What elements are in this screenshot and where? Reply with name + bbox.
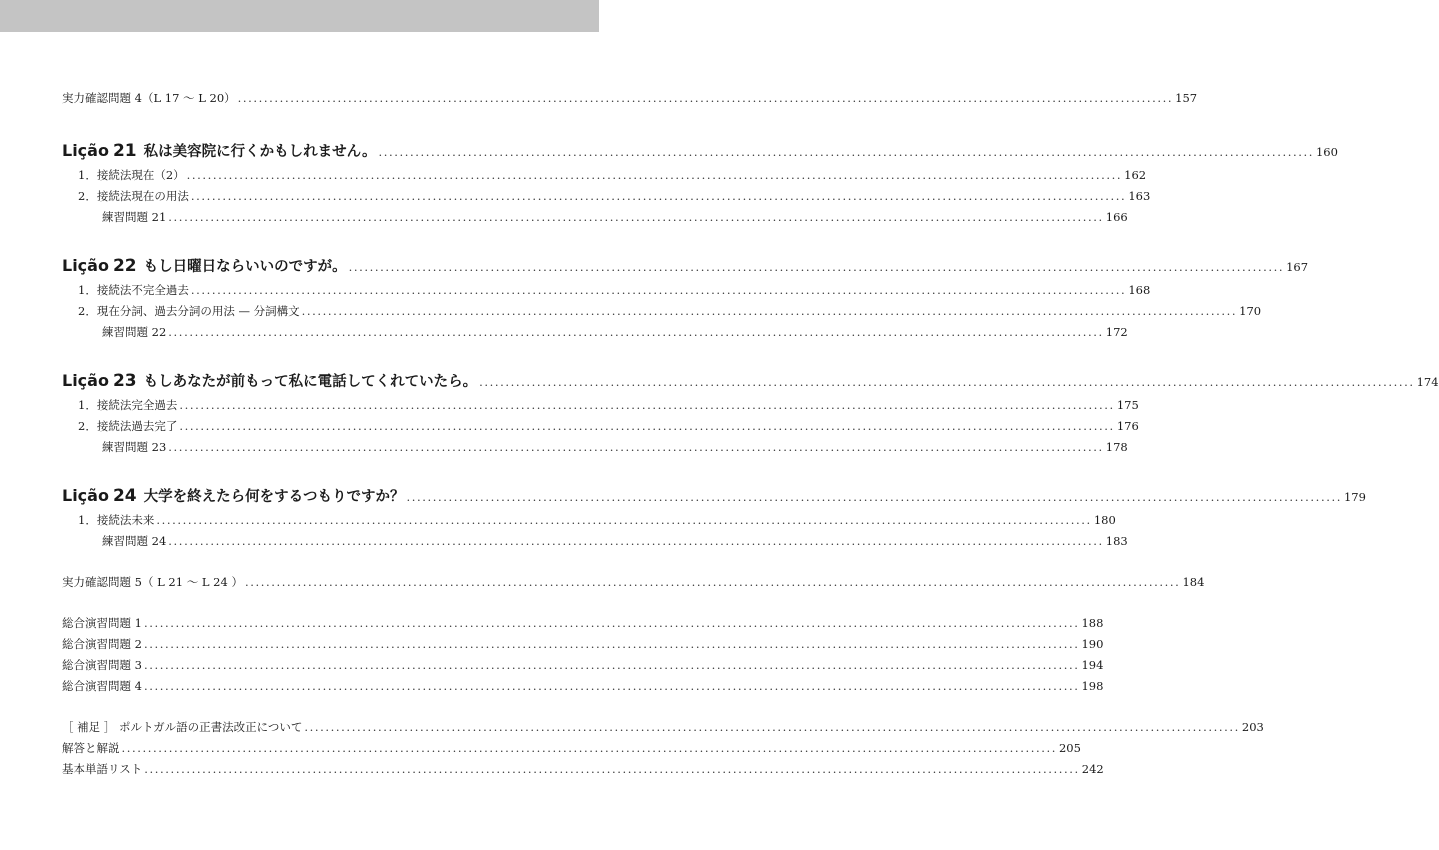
- dot-leader: ..................................................................................................................................................................................: [479, 375, 1415, 389]
- toc-page-number: 203: [1241, 720, 1264, 734]
- lesson-number: 21: [112, 141, 137, 161]
- toc-page-number: 166: [1105, 210, 1128, 224]
- toc-page-number: 157: [1175, 91, 1198, 105]
- dot-leader: ..................................................................................................................................................................................: [190, 189, 1127, 203]
- toc-entry-label: 総合演習問題 2: [62, 637, 142, 651]
- toc-entry-label: 練習問題 22: [102, 325, 167, 339]
- toc-page-number: 163: [1128, 189, 1151, 203]
- dot-leader: ..................................................................................................................................................................................: [143, 679, 1080, 693]
- lesson-number: 23: [112, 371, 137, 391]
- toc-page-number: 198: [1081, 679, 1104, 693]
- toc-page-number: 184: [1182, 575, 1205, 589]
- toc-entry-label: 総合演習問題 1: [62, 616, 142, 630]
- toc-page-number: 242: [1081, 762, 1104, 776]
- toc-entry[interactable]: [62, 510, 1116, 531]
- lesson-number: 22: [112, 256, 137, 276]
- dot-leader: ..................................................................................................................................................................................: [143, 658, 1080, 672]
- toc-entry-label: 2．接続法現在の用法: [78, 189, 189, 203]
- lesson-heading-23[interactable]: [62, 367, 1439, 395]
- dot-leader: ..................................................................................................................................................................................: [168, 210, 1104, 224]
- dot-leader: ..................................................................................................................................................................................: [190, 283, 1127, 297]
- toc-entry-label: 総合演習問題 4: [62, 679, 142, 693]
- toc-page-number: 167: [1286, 260, 1309, 274]
- dot-leader: ..................................................................................................................................................................................: [301, 304, 1238, 318]
- dot-leader: ..................................................................................................................................................................................: [156, 513, 1092, 527]
- lesson-heading-24[interactable]: [62, 482, 1366, 510]
- lesson-title: もし日曜日ならいいのですが。: [143, 259, 347, 275]
- toc-entry[interactable]: [62, 280, 1151, 301]
- toc-entry-label: 2．現在分詞、過去分詞の用法 — 分詞構文: [78, 304, 300, 318]
- toc-entry-word-list[interactable]: [62, 759, 1104, 780]
- toc-entry[interactable]: [62, 186, 1151, 207]
- dot-leader: ..................................................................................................................................................................................: [348, 260, 1285, 274]
- lesson-title: もしあなたが前もって私に電話してくれていたら。: [143, 374, 478, 390]
- dot-leader: ..................................................................................................................................................................................: [304, 720, 1240, 734]
- dot-leader: ..................................................................................................................................................................................: [168, 325, 1104, 339]
- toc-page-number: 180: [1093, 513, 1116, 527]
- dot-leader: ..................................................................................................................................................................................: [143, 637, 1080, 651]
- dot-leader: ..................................................................................................................................................................................: [179, 398, 1115, 412]
- toc-entry-label: 1．接続法完全過去: [78, 398, 178, 412]
- toc-entry-label: 練習問題 21: [102, 210, 167, 224]
- dot-leader: ..................................................................................................................................................................................: [237, 91, 1174, 105]
- lesson-title: 大学を終えたら何をするつもりですか？: [143, 489, 405, 505]
- toc-entry-answers[interactable]: [62, 738, 1081, 759]
- toc-entry[interactable]: [62, 437, 1128, 458]
- dot-leader: ..................................................................................................................................................................................: [168, 440, 1104, 454]
- toc-entry-label: 実力確認問題 4（L 17 〜 L 20）: [62, 91, 236, 105]
- lesson-word: Lição: [62, 141, 109, 160]
- dot-leader: ..................................................................................................................................................................................: [121, 741, 1057, 755]
- dot-leader: ..................................................................................................................................................................................: [378, 145, 1314, 159]
- toc-entry-label: 練習問題 23: [102, 440, 167, 454]
- toc-entry-label: 1．接続法未来: [78, 513, 155, 527]
- toc-page-number: 179: [1343, 490, 1366, 504]
- toc-page-number: 190: [1081, 637, 1104, 651]
- toc-page-number: 168: [1128, 283, 1151, 297]
- toc-entry[interactable]: [62, 207, 1128, 228]
- lesson-heading-22[interactable]: [62, 252, 1309, 280]
- toc-entry-label: 実力確認問題 5（ L 21 〜 L 24 ）: [62, 575, 243, 589]
- toc-entry-orthography[interactable]: [62, 717, 1264, 738]
- dot-leader: ..................................................................................................................................................................................: [186, 168, 1123, 182]
- lesson-title: 私は美容院に行くかもしれません。: [143, 144, 377, 160]
- toc-page-number: 172: [1105, 325, 1128, 339]
- toc-entry-label: 2．接続法過去完了: [78, 419, 178, 433]
- toc-page-number: 178: [1105, 440, 1128, 454]
- dot-leader: ..................................................................................................................................................................................: [244, 575, 1181, 589]
- toc-page-number: 176: [1116, 419, 1139, 433]
- toc-entry-comprehensive-1[interactable]: [62, 613, 1104, 634]
- toc-entry[interactable]: [62, 165, 1147, 186]
- toc-page-number: 194: [1081, 658, 1104, 672]
- toc-entry[interactable]: [62, 395, 1139, 416]
- toc-entry-check4[interactable]: [62, 88, 1198, 109]
- dot-leader: ..................................................................................................................................................................................: [143, 616, 1080, 630]
- toc-entry-comprehensive-3[interactable]: [62, 655, 1104, 676]
- dot-leader: ..................................................................................................................................................................................: [168, 534, 1104, 548]
- toc-page-number: 205: [1058, 741, 1081, 755]
- dot-leader: ..................................................................................................................................................................................: [179, 419, 1115, 433]
- toc-entry-comprehensive-4[interactable]: [62, 676, 1104, 697]
- toc-page-number: 160: [1315, 145, 1338, 159]
- toc-entry[interactable]: [62, 416, 1139, 437]
- toc-entry-label: 1．接続法不完全過去: [78, 283, 189, 297]
- toc-entry-label: 解答と解説: [62, 741, 120, 755]
- lesson-word: Lição: [62, 256, 109, 275]
- lesson-word: Lição: [62, 371, 109, 390]
- dot-leader: ..................................................................................................................................................................................: [144, 762, 1080, 776]
- toc-entry[interactable]: [62, 301, 1262, 322]
- lesson-heading-21[interactable]: [62, 137, 1338, 165]
- toc-page-number: 183: [1105, 534, 1128, 548]
- dot-leader: ..................................................................................................................................................................................: [406, 490, 1342, 504]
- toc-entry-comprehensive-2[interactable]: [62, 634, 1104, 655]
- toc-page-number: 170: [1239, 304, 1262, 318]
- toc-page-number: 174: [1416, 375, 1439, 389]
- toc-entry-label: ［ 補足 ］ ポルトガル語の正書法改正について: [62, 720, 303, 734]
- toc-page-number: 188: [1081, 616, 1104, 630]
- toc-entry-label: 基本単語リスト: [62, 762, 143, 776]
- lesson-number: 24: [112, 486, 137, 506]
- lesson-word: Lição: [62, 486, 109, 505]
- toc-entry-check5[interactable]: [62, 572, 1205, 593]
- toc-entry-label: 1．接続法現在（2）: [78, 168, 185, 182]
- toc-page-number: 175: [1116, 398, 1139, 412]
- toc-page-number: 162: [1124, 168, 1147, 182]
- toc-entry-label: 練習問題 24: [102, 534, 167, 548]
- top-gray-band: [0, 0, 599, 32]
- toc-entry-label: 総合演習問題 3: [62, 658, 142, 672]
- toc-entry[interactable]: [62, 322, 1128, 343]
- table-of-contents: [62, 88, 1439, 780]
- toc-entry[interactable]: [62, 531, 1128, 552]
